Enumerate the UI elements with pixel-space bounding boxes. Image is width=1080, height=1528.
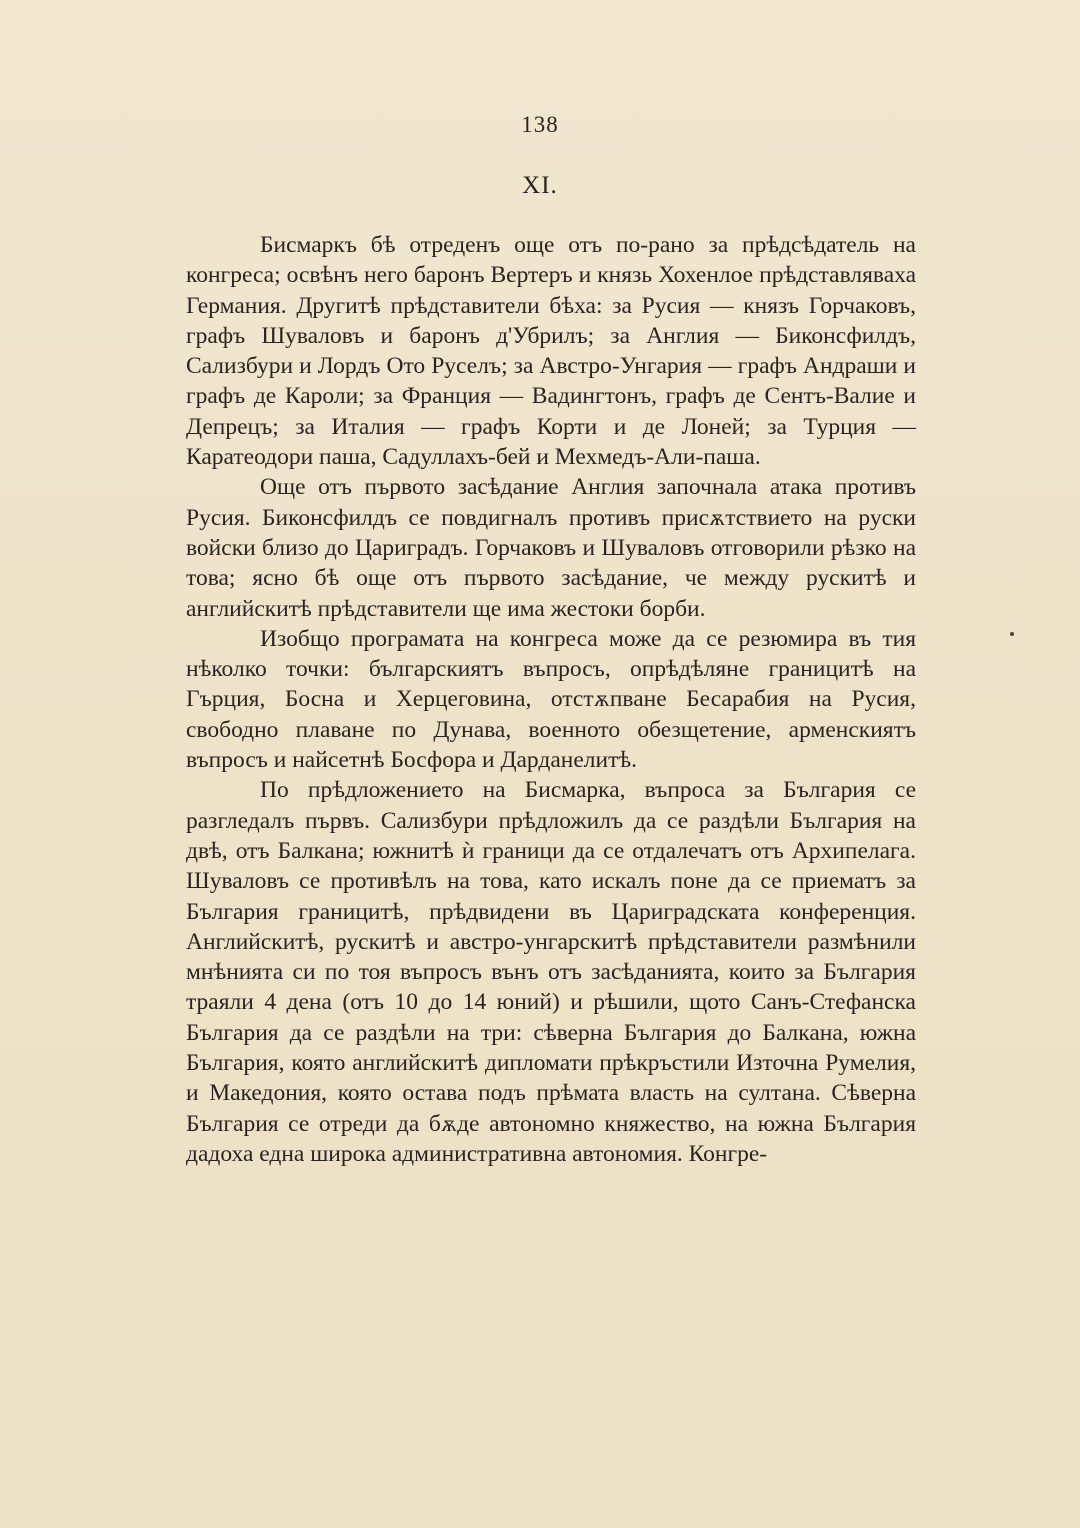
paragraph-bulgarian-question: По прѣдложението на Бисмарка, въпроса за България се разгледалъ първъ. Сализбури прѣдложилъ да се раздѣли България на двѣ, отъ Балкана; южнитѣ ѝ граници да се отдалечатъ отъ Архипелага. Шуваловъ се противѣлъ на това, като искалъ поне да се приематъ за България границитѣ, прѣдвидени въ Цариградската конференция. Английскитѣ, рускитѣ и австро-унгарскитѣ прѣдставители размѣнили мнѣнията си по тоя въпросъ вънъ отъ засѣданията, които за България траяли 4 дена (отъ 10 до 14 юний) и рѣшили, щото Санъ-Стефанска България да се раздѣли на три: сѣверна България до Балкана, южна България, която английскитѣ дипломати прѣкръстили Източна Румелия, и Македония, която остава подъ прѣмата власть на султана. Сѣверна България се отреди да бѫде автономно княжество, на южна България дадоха една широка административна автономия. Конгре-	[186, 777, 916, 1167]
paragraph-first-session: Още отъ първото засѣдание Англия започнала атака противъ Русия. Биконсфилдъ се повдигналъ противъ присѫтствието на руски войски близо до Цариградъ. Горчаковъ и Шуваловъ отговорили рѣзко на това; ясно бѣ още отъ първото засѣдание, че между рускитѣ и английскитѣ прѣдставители ще има жестоки борби.	[186, 474, 916, 622]
body-text	[186, 230, 916, 1169]
paragraph-congress-program: Изобщо програмата на конгреса може да се резюмира въ тия нѣколко точки: българскиятъ въпросъ, опрѣдѣляне границитѣ на Гърция, Босна и Херцеговина, отстѫпване Бесарабия на Русия, свободно плаване по Дунава, военното обезщетение, арменскиятъ въпросъ и найсетнѣ Босфора и Дарданелитѣ.	[186, 625, 916, 774]
print-speck	[1010, 632, 1014, 636]
page-number: 138	[521, 112, 559, 137]
chapter-heading: XI.	[522, 172, 558, 199]
paragraph-congress-delegates: Бисмаркъ бѣ отреденъ още отъ по-рано за прѣдсѣдатель на конгреса; освѣнъ него баронъ Вертеръ и князь Хохенлое прѣдставляваха Германия. Другитѣ прѣдставители бѣха: за Русия — князъ Горчаковъ, графъ Шуваловъ и баронъ д'Убрилъ; за Англия — Биконсфилдъ, Сализбури и Лордъ Ото Руселъ; за Австро-Унгария — графъ Андраши и графъ де Кароли; за Франция — Вадингтонъ, графъ де Сентъ-Валие и Депрецъ; за Италия — графъ Корти и де Лоней; за Турция — Каратеодори паша, Садуллахъ-бей и Мехмедъ-Али-паша.	[186, 232, 916, 471]
